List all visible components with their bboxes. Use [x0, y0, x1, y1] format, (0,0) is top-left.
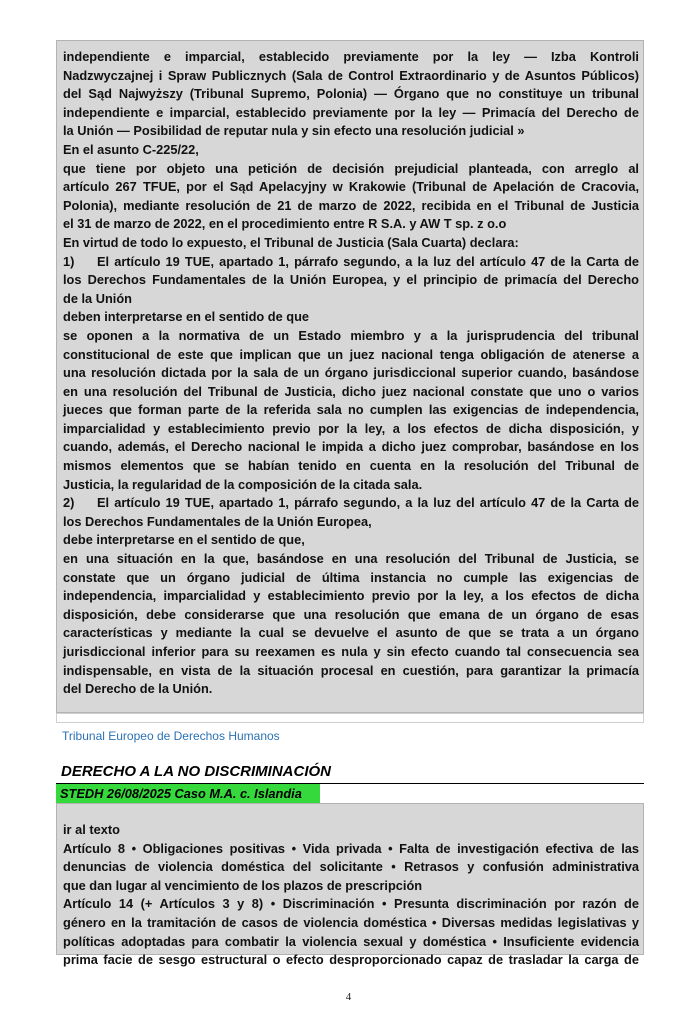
- text-line: cuando, además, el Derecho nacional le impida a dicho juez comprobar, basándose en los: [63, 439, 639, 455]
- text-line: en una situación en la que, basándose en una resolución del Tribunal de Justicia, se: [63, 551, 639, 567]
- text-line: Nadzwyczajnej i Spraw Publicznych (Sala de Control Extraordinario y de Asuntos Públicos): [63, 67, 639, 83]
- text-line: independencia, imparcialidad y establecimiento previo por la ley, a los efectos de dicha: [63, 588, 639, 604]
- text-line: del Derecho de la Unión.: [63, 681, 213, 697]
- text-line: los Derechos Fundamentales de la Unión Europea, y el principio de primacía del Derecho: [63, 272, 639, 288]
- text-line: el 31 de marzo de 2022, en el procedimiento entre R S.A. y AW T sp. z o.o: [63, 216, 507, 232]
- text-line: Artículo 14 (+ Artículos 3 y 8) • Discriminación • Presunta discriminación por razón de: [63, 896, 639, 912]
- text-line: de la Unión: [63, 290, 132, 306]
- text-line: En virtud de todo lo expuesto, el Tribunal de Justicia (Sala Cuarta) declara:: [63, 234, 519, 250]
- text-line: jueces que forman parte de la referida sala no cumplen las exigencias de independencia,: [63, 402, 639, 418]
- case-summary-block: [56, 803, 644, 968]
- text-line: se oponen a la normativa de un Estado miembro y a la jurisprudencia del tribunal: [63, 327, 639, 343]
- judgment-text-block: [56, 40, 644, 713]
- text-line: Artículo 8 • Obligaciones positivas • Vida privada • Falta de investigación efectiva de las: [63, 840, 639, 856]
- text-link[interactable]: ir al texto: [63, 822, 120, 837]
- case-reference-badge: STEDH 26/08/2025 Caso M.A. c. Islandia: [56, 784, 320, 804]
- text-line: debe interpretarse en el sentido de que,: [63, 532, 305, 548]
- text-line: imparcialidad y establecimiento previo por la ley, a los efectos de dicha disposición, y: [63, 420, 639, 436]
- text-line: que dan lugar al vencimiento de los plazos de prescripción: [63, 877, 423, 893]
- text-line: políticas adoptadas para combatir la violencia sexual y doméstica • Insuficiente evidencia: [63, 933, 639, 949]
- text-line: del Sąd Najwyższy (Tribunal Supremo, Polonia) — Órgano que no constituye un tribunal: [63, 86, 639, 102]
- text-line: En el asunto C-225/22,: [63, 141, 199, 157]
- text-line: que tiene por objeto una petición de decisión prejudicial planteada, con arreglo al: [63, 160, 639, 176]
- text-line: constate que un órgano judicial de última instancia no cumple las exigencias de: [63, 569, 639, 585]
- text-line: la Unión — Posibilidad de reputar nula y sin efecto una resolución judicial »: [63, 123, 525, 139]
- text-line: una resolución dictada por la sala de un órgano jurisdiccional superior cuando, basándose: [63, 365, 639, 381]
- page-number: 4: [345, 991, 352, 1003]
- court-section-link[interactable]: Tribunal Europeo de Derechos Humanos: [62, 729, 280, 743]
- text-line: Polonia), mediante resolución de 21 de marzo de 2022, recibida en el Tribunal de Justicia: [63, 197, 639, 213]
- divider-strip: [56, 713, 644, 723]
- text-line: jurisdiccional inferior para su reexamen es nula y sin efecto cuando tal consecuencia sea: [63, 644, 639, 659]
- text-line: deben interpretarse en el sentido de que: [63, 309, 310, 325]
- section-title: DERECHO A LA NO DISCRIMINACIÓN: [61, 763, 331, 780]
- text-line: en una resolución del Tribunal de Justicia, dicho juez nacional constate que uno o varios: [63, 383, 639, 399]
- text-line: disposición, debe considerarse que una resolución que emana de un órgano de esas: [63, 606, 639, 622]
- text-line: los Derechos Fundamentales de la Unión Europea,: [63, 513, 372, 529]
- text-line: 2) El artículo 19 TUE, apartado 1, párrafo segundo, a la luz del artículo 47 de la Carta de: [63, 494, 639, 513]
- text-line: constitucional de este que implican que un juez nacional tenga obligación de atenerse a: [63, 346, 639, 362]
- text-line: características y mediante la cual se devuelve el asunto de que se trata a un órgano: [63, 625, 639, 641]
- text-line: indispensable, en vista de la situación procesal en cuestión, para garantizar la primacía: [63, 662, 639, 678]
- text-line: 1) El artículo 19 TUE, apartado 1, párrafo segundo, a la luz del artículo 47 de la Carta de: [63, 253, 639, 272]
- text-line: género en la tramitación de casos de violencia doméstica • Diversas medidas legislativas y: [63, 914, 639, 930]
- text-line: prima facie de sesgo estructural o efecto desproporcionado capaz de trasladar la carga de: [63, 952, 639, 968]
- text-line: mismos elementos que se habían tenido en cuenta en la resolución del Tribunal de: [63, 458, 639, 474]
- text-line: independiente e imparcial, establecido previamente por la ley — Izba Kontroli: [63, 49, 639, 64]
- text-line: artículo 267 TFUE, por el Sąd Apelacyjny w Krakowie (Tribunal de Apelación de Cracovia,: [63, 179, 639, 195]
- text-line: independiente e imparcial, establecido previamente por la ley — Primacía del Derecho de: [63, 104, 639, 120]
- list-number: 1): [63, 253, 75, 269]
- text-line: Justicia, la regularidad de la composición de la citada sala.: [63, 476, 423, 492]
- text-line: denuncias de violencia doméstica del solicitante • Retrasos y confusión administrativa: [63, 859, 639, 875]
- list-number: 2): [63, 495, 75, 511]
